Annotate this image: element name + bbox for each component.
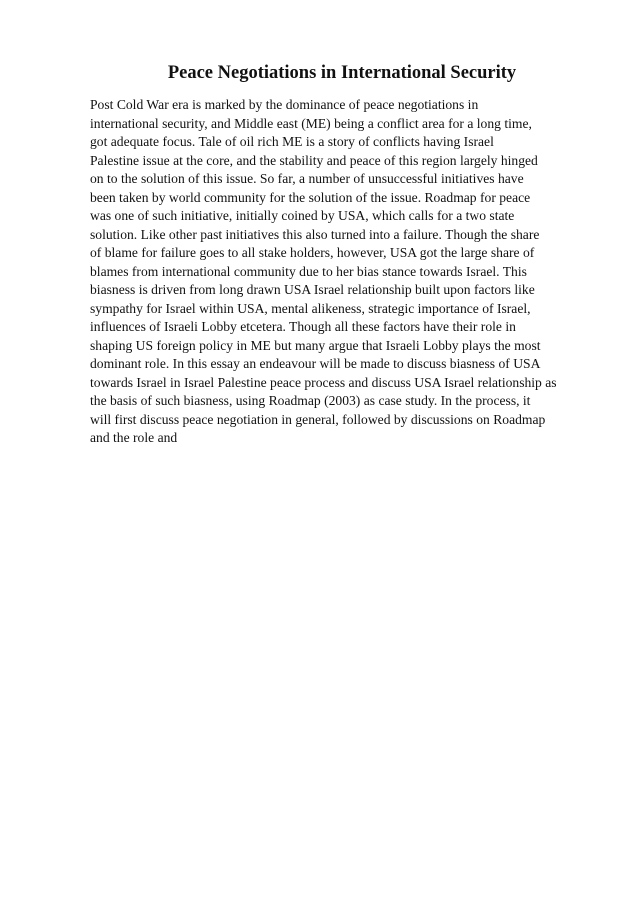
- paragraph-line: sympathy for Israel within USA, mental alikeness, strategic importance of Israel,: [90, 300, 531, 316]
- paragraph-line: biasness is driven from long drawn USA Israel relationship built upon factors like: [90, 282, 535, 297]
- paragraph-line: will first discuss peace negotiation in general, followed by discussions on Roadmap: [90, 411, 546, 427]
- paragraph-line: international security, and Middle east (ME) being a conflict area for a long time,: [90, 115, 532, 131]
- paragraph-line: and the role and: [90, 430, 178, 445]
- document-title: Peace Negotiations in International Security: [167, 63, 517, 83]
- paragraph-line: towards Israel in Israel Palestine peace process and discuss USA Israel relationship as: [90, 374, 557, 390]
- paragraph-line: shaping US foreign policy in ME but many argue that Israeli Lobby plays the most: [90, 337, 541, 353]
- paragraph-line: was one of such initiative, initially coined by USA, which calls for a two state: [90, 208, 515, 223]
- paragraph-line: influences of Israeli Lobby etcetera. Though all these factors have their role in: [90, 319, 516, 334]
- paragraph-line: got adequate focus. Tale of oil rich ME is a story of conflicts having Israel: [90, 134, 494, 149]
- body-paragraph: [90, 96, 610, 448]
- paragraph-line: blames from international community due to her bias stance towards Israel. This: [90, 263, 527, 279]
- paragraph-line: on to the solution of this issue. So far, a number of unsuccessful initiatives have: [90, 171, 524, 186]
- paragraph-line: Palestine issue at the core, and the stability and peace of this region largely hinged: [90, 152, 538, 168]
- paragraph-line: of blame for failure goes to all stake holders, however, USA got the large share of: [90, 245, 535, 260]
- paragraph-line: the basis of such biasness, using Roadmap (2003) as case study. In the process, it: [90, 393, 531, 408]
- paragraph-line: dominant role. In this essay an endeavour will be made to discuss biasness of USA: [90, 356, 541, 371]
- paragraph-line: solution. Like other past initiatives this also turned into a failure. Though the share: [90, 226, 540, 242]
- paragraph-line: Post Cold War era is marked by the dominance of peace negotiations in: [90, 97, 479, 112]
- paragraph-line: been taken by world community for the solution of the issue. Roadmap for peace: [90, 189, 531, 205]
